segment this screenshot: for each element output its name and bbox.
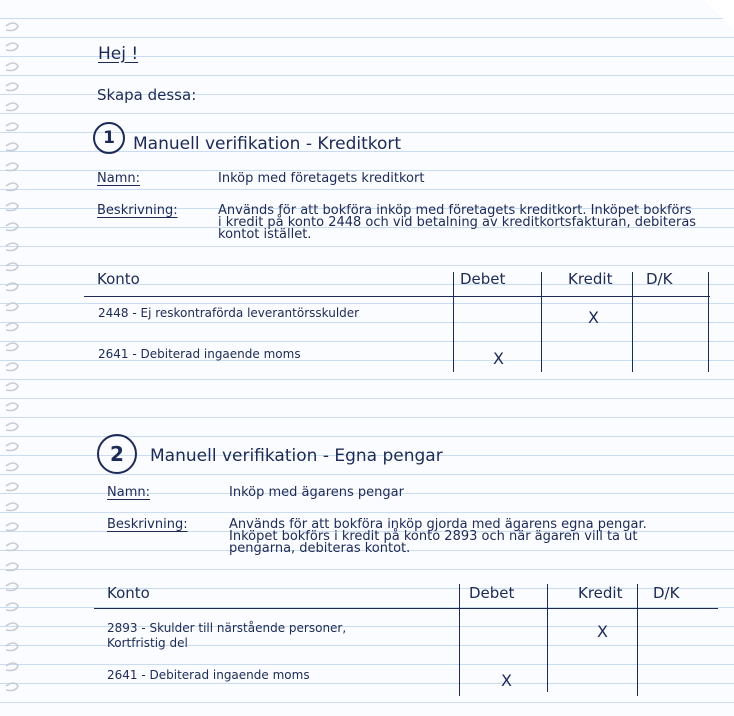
table-row-konto: 2641 - Debiterad ingaende moms (107, 668, 310, 682)
description-value: Används för att bokföra inköp med företagets kreditkort. Inköpet bokförs i kredit på konto 2448 och vid betalning av kreditkortsfakturan, debiteras kontot istället. (218, 203, 697, 242)
debet-mark: X (501, 671, 512, 690)
table-column-divider (632, 272, 633, 372)
kredit-mark: X (597, 622, 608, 641)
table-column-divider (453, 272, 454, 372)
column-header-konto: Konto (97, 270, 140, 288)
section-number-badge: 2 (97, 434, 137, 474)
name-value: Inköp med ägarens pengar (229, 485, 404, 500)
table-row-konto: 2893 - Skulder till närstående personer, (107, 621, 347, 635)
column-header-debet: Debet (460, 270, 506, 288)
page-corner (704, 0, 734, 30)
column-header-konto: Konto (107, 584, 150, 602)
table-header-rule (94, 608, 718, 609)
column-header-kredit: Kredit (568, 270, 613, 288)
table-row-konto: 2641 - Debiterad ingaende moms (98, 347, 301, 361)
table-column-divider (637, 584, 638, 696)
description-label: Beskrivning: (97, 203, 178, 218)
section-title: Manuell verifikation - Kreditkort (133, 134, 402, 154)
table-row-konto: 2448 - Ej reskontraförda leverantörsskulder (98, 306, 360, 320)
table-column-divider (541, 272, 542, 372)
kredit-mark: X (588, 308, 599, 327)
table-row-konto-continued: Kortfristig del (107, 636, 188, 650)
name-label: Namn: (107, 485, 150, 500)
table-column-divider (459, 584, 460, 696)
spiral-binding (2, 20, 22, 710)
table-column-divider (547, 584, 548, 692)
column-header-kredit: Kredit (578, 584, 623, 602)
description-label: Beskrivning: (107, 517, 188, 532)
section-title: Manuell verifikation - Egna pengar (150, 446, 443, 466)
column-header-dk: D/K (646, 270, 673, 288)
greeting: Hej ! (98, 44, 139, 64)
name-value: Inköp med företagets kreditkort (218, 171, 425, 186)
column-header-dk: D/K (653, 584, 680, 602)
column-header-debet: Debet (469, 584, 515, 602)
debet-mark: X (493, 349, 504, 368)
section-number-badge: 1 (93, 122, 125, 154)
table-header-rule (84, 296, 710, 297)
intro-text: Skapa dessa: (97, 86, 197, 104)
name-label: Namn: (97, 171, 140, 186)
description-value: Används för att bokföra inköp gjorda med ägarens egna pengar. Inköpet bokförs i kredit på konto 2893 och när ägaren vill ta ut pengarna, debiteras kontot. (229, 517, 647, 556)
table-column-divider (708, 272, 709, 372)
